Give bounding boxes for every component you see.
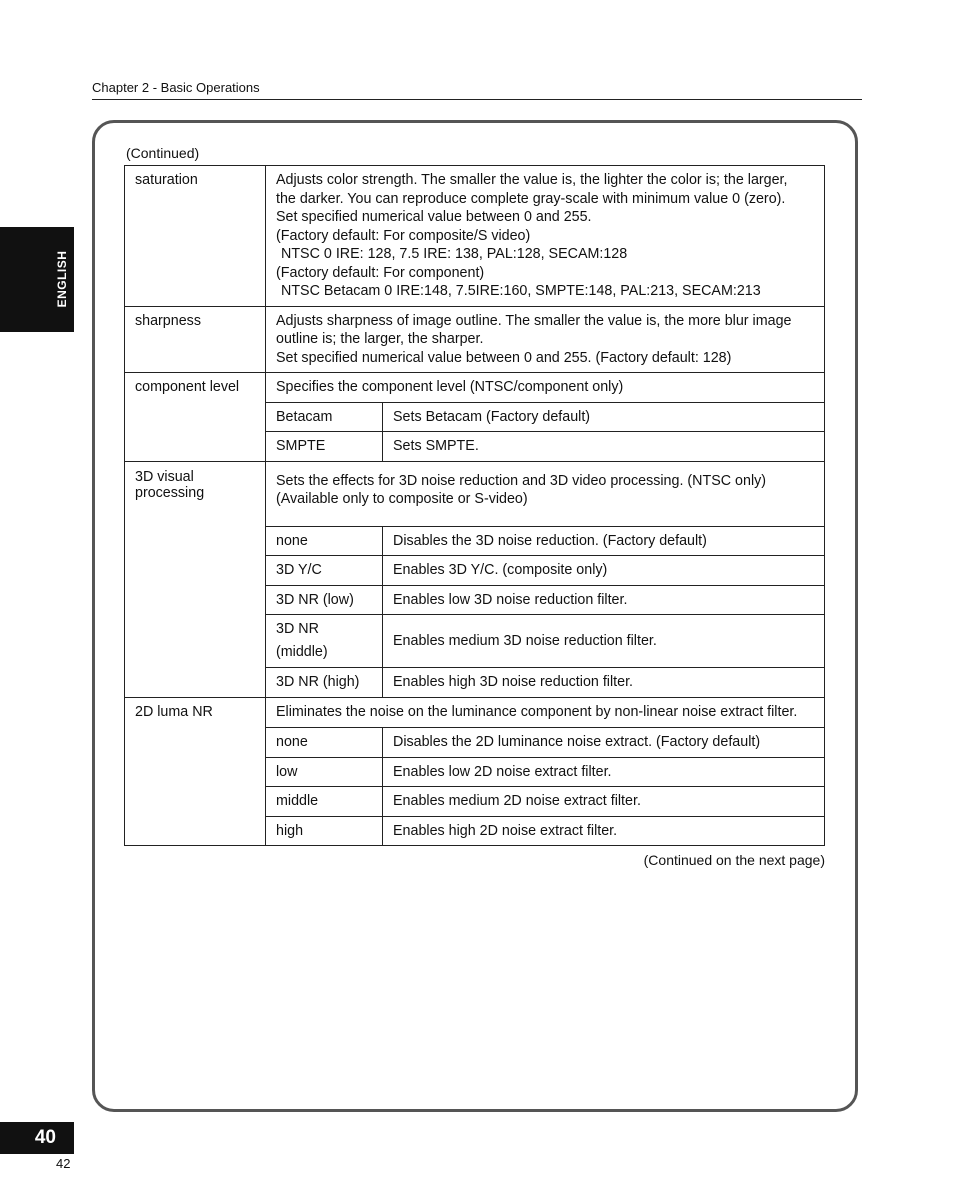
item-desc-saturation (266, 166, 825, 307)
table-row-2d-luma (125, 697, 825, 728)
table-row-sharpness (125, 306, 825, 373)
desc-line: NTSC 0 IRE: 128, 7.5 IRE: 138, PAL:128, SECAM:128 (281, 246, 628, 262)
option-desc: Enables 3D Y/C. (composite only) (383, 556, 825, 586)
desc-line: NTSC Betacam 0 IRE:148, 7.5IRE:160, SMPTE:148, PAL:213, SECAM:213 (281, 283, 761, 299)
option-name (266, 615, 383, 668)
desc-line: Adjusts color strength. The smaller the value is, the lighter the color is; the larger, (276, 172, 788, 188)
item-name-3d-visual (125, 461, 266, 697)
language-tab-label: ENGLISH (55, 250, 69, 308)
item-name-sharpness: sharpness (125, 306, 266, 373)
item-desc-component-level: Specifies the component level (NTSC/component only) (266, 373, 825, 403)
item-desc-3d-visual (266, 461, 825, 526)
option-name: none (266, 526, 383, 556)
desc-line: Set specified numerical value between 0 and 255. (Factory default: 128) (276, 349, 732, 366)
desc-line: Adjusts sharpness of image outline. The smaller the value is, the more blur image (276, 312, 792, 329)
option-desc: Enables low 2D noise extract filter. (383, 757, 825, 787)
desc-line: the darker. You can reproduce complete gray-scale with minimum value 0 (zero). (276, 190, 786, 207)
desc-line: (Available only to composite or S-video) (276, 491, 528, 507)
item-desc-sharpness (266, 306, 825, 373)
option-desc: Disables the 3D noise reduction. (Factory default) (383, 526, 825, 556)
option-name: 3D Y/C (266, 556, 383, 586)
item-name-component-level: component level (125, 373, 266, 462)
chapter-header: Chapter 2 - Basic Operations (92, 80, 862, 100)
option-name: none (266, 728, 383, 758)
sheet-number: 42 (56, 1156, 71, 1171)
item-name-line: processing (135, 484, 205, 501)
option-name-line: (middle) (276, 644, 328, 660)
item-name-line: 3D visual (135, 468, 194, 485)
option-desc: Enables high 3D noise reduction filter. (383, 668, 825, 698)
item-desc-2d-luma: Eliminates the noise on the luminance component by non-linear noise extract filter. (266, 697, 825, 728)
option-name: high (266, 816, 383, 846)
option-desc: Enables high 2D noise extract filter. (383, 816, 825, 846)
desc-line: Sets the effects for 3D noise reduction and 3D video processing. (NTSC only) (276, 472, 767, 489)
option-desc: Enables medium 3D noise reduction filter. (383, 615, 825, 668)
desc-line: (Factory default: For composite/S video) (276, 227, 531, 244)
option-name: low (266, 757, 383, 787)
desc-line: Set specified numerical value between 0 and 255. (276, 209, 592, 225)
option-desc: Sets Betacam (Factory default) (383, 402, 825, 432)
option-name: 3D NR (high) (266, 668, 383, 698)
item-name-2d-luma: 2D luma NR (125, 697, 266, 846)
continued-label: (Continued) (126, 145, 200, 161)
page-number: 40 (0, 1122, 74, 1154)
option-desc: Enables low 3D noise reduction filter. (383, 585, 825, 615)
item-name-saturation: saturation (125, 166, 266, 307)
option-desc: Disables the 2D luminance noise extract. (Factory default) (383, 728, 825, 758)
option-desc: Sets SMPTE. (383, 432, 825, 462)
table-row-component-level (125, 373, 825, 403)
desc-line: outline is; the larger, the sharper. (276, 331, 484, 347)
option-name-line: 3D NR (276, 621, 319, 637)
continued-next-page-label: (Continued on the next page) (643, 852, 825, 868)
table-row-saturation (125, 166, 825, 307)
option-name: 3D NR (low) (266, 585, 383, 615)
desc-line: (Factory default: For component) (276, 264, 485, 281)
settings-table (124, 165, 825, 846)
option-desc: Enables medium 2D noise extract filter. (383, 787, 825, 817)
option-name: middle (266, 787, 383, 817)
option-name: SMPTE (266, 432, 383, 462)
table-row-3d-visual (125, 461, 825, 526)
option-name: Betacam (266, 402, 383, 432)
language-tab (0, 227, 74, 332)
